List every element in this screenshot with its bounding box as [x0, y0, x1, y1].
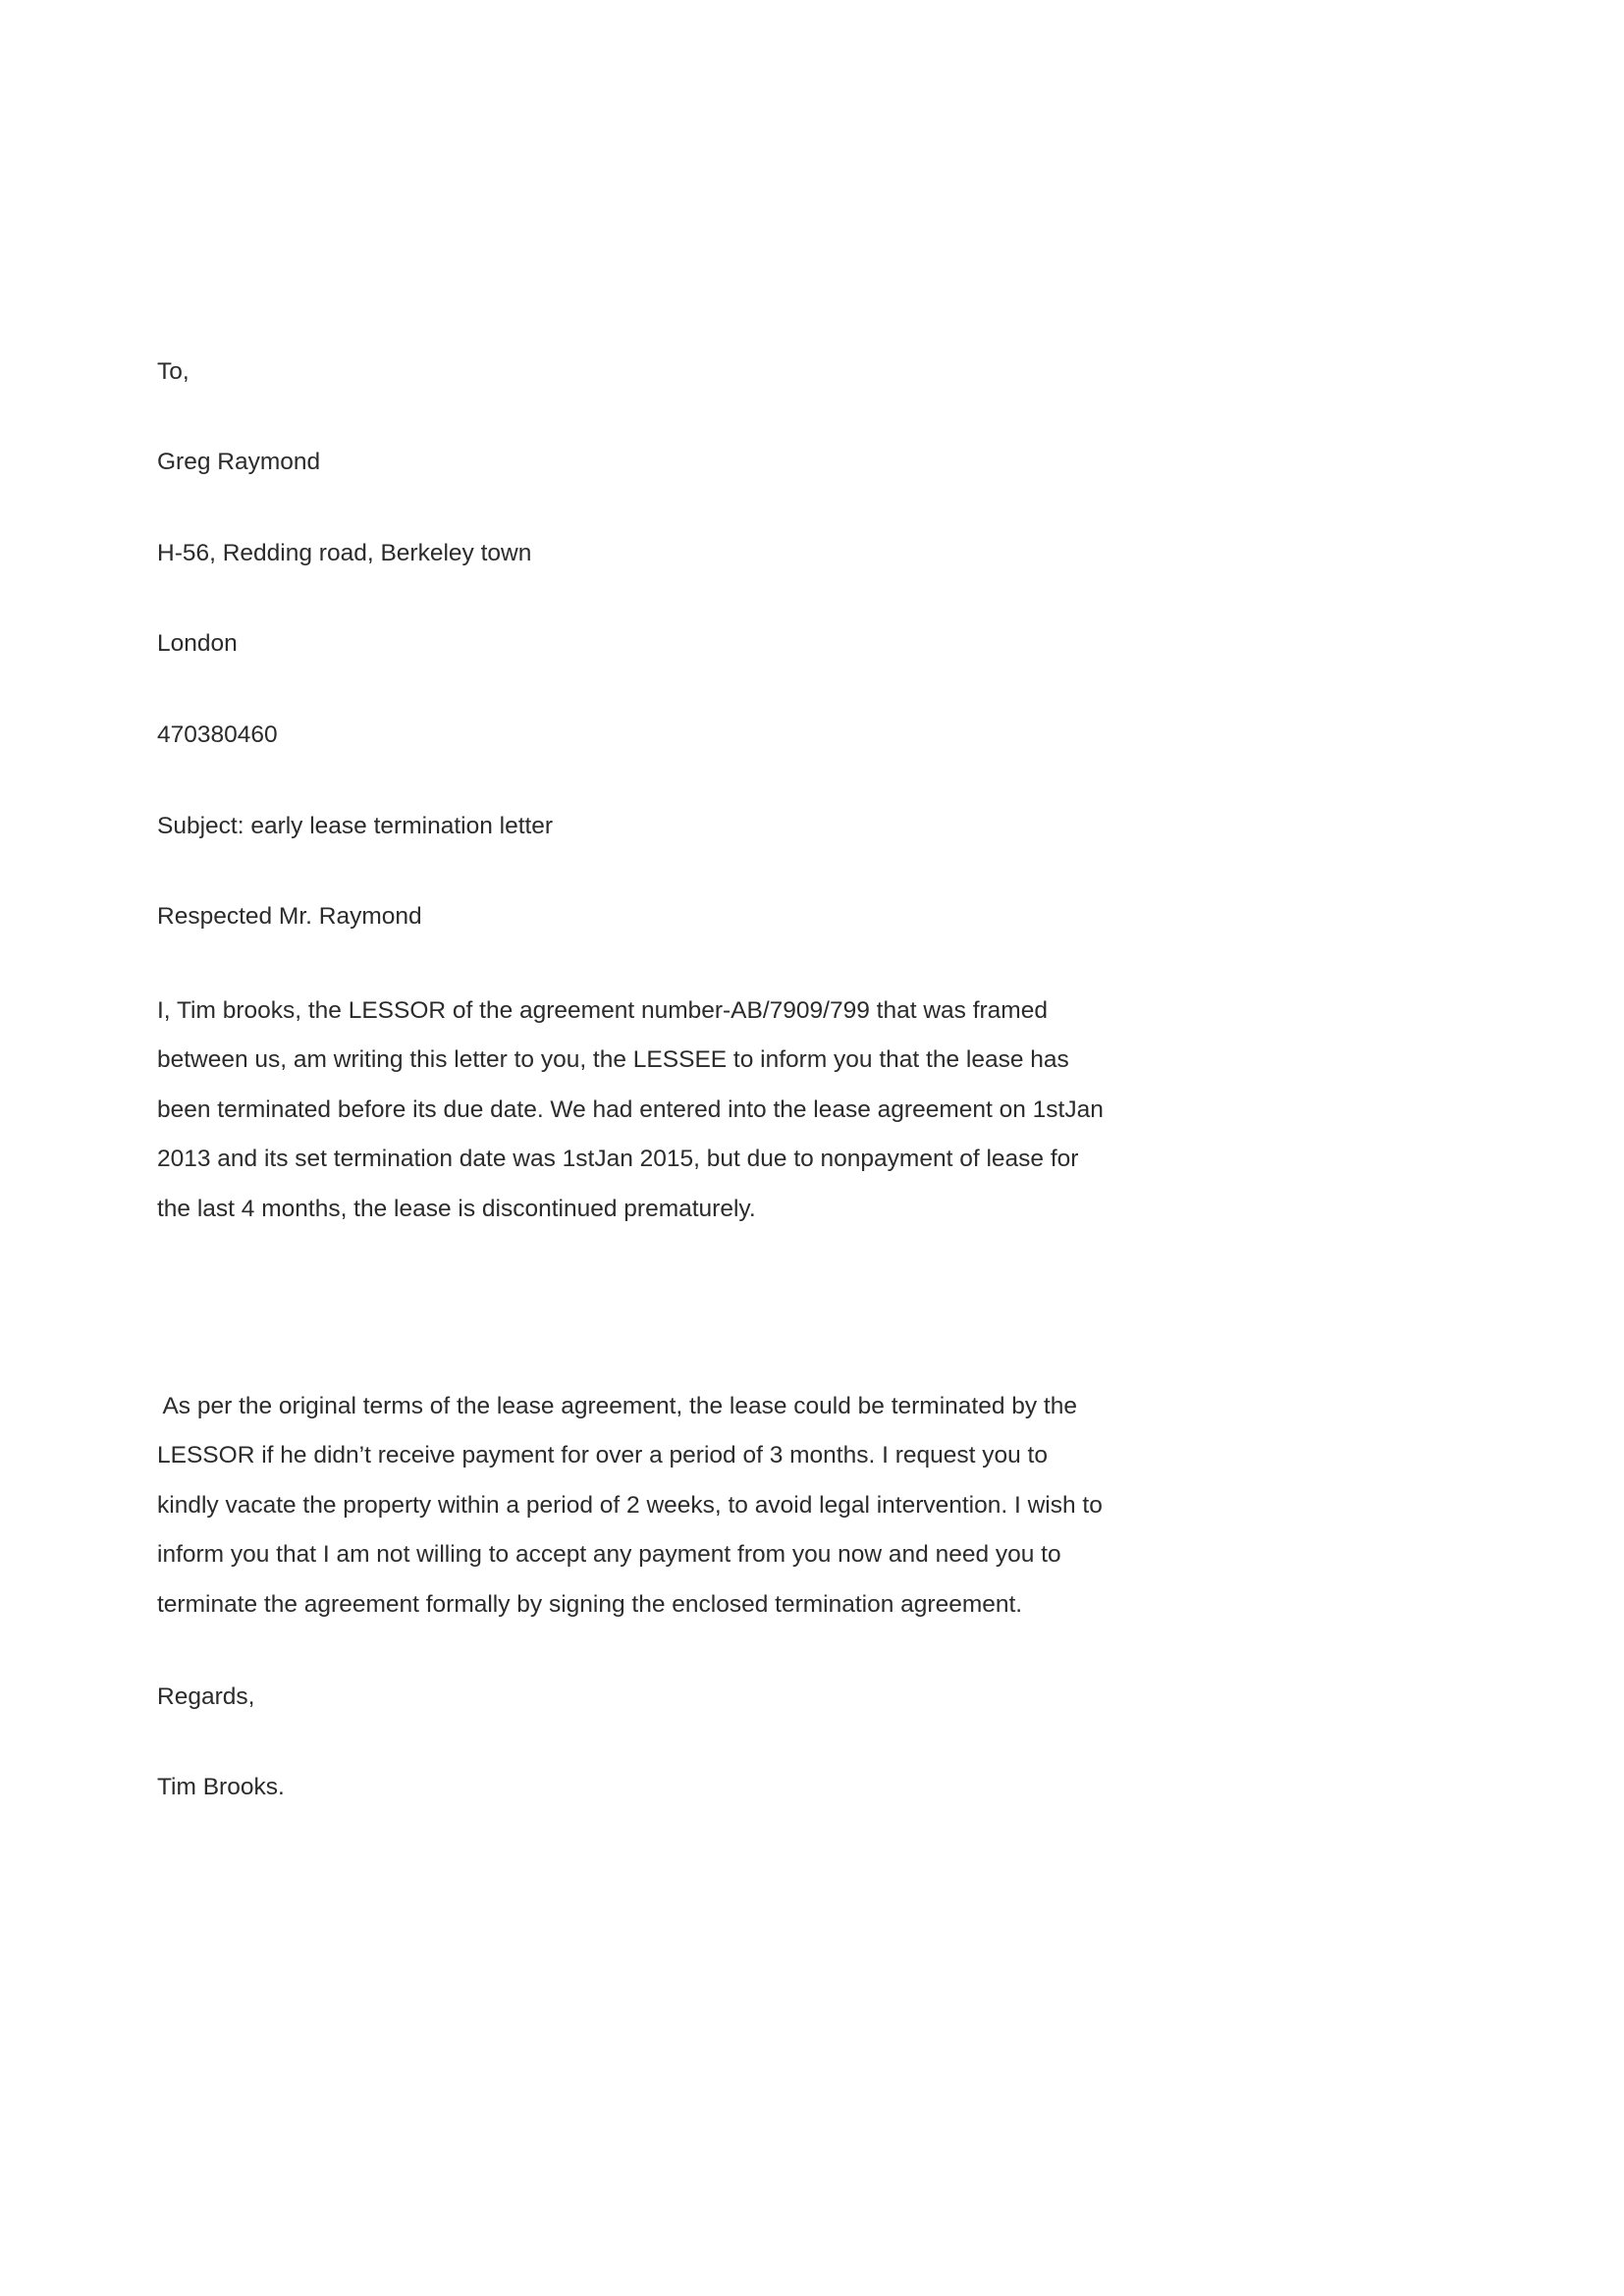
- recipient-city: London: [157, 630, 238, 657]
- paragraph-line: terminate the agreement formally by signing the enclosed termination agreement.: [157, 1590, 1023, 1618]
- closing: Regards,: [157, 1683, 255, 1710]
- paragraph-line: kindly vacate the property within a period of 2 weeks, to avoid legal intervention. I wish to: [157, 1491, 1103, 1519]
- paragraph-line: the last 4 months, the lease is discontinued prematurely.: [157, 1195, 756, 1222]
- salutation-to: To,: [157, 358, 189, 385]
- signature: Tim Brooks.: [157, 1774, 285, 1800]
- recipient-address: H-56, Redding road, Berkeley town: [157, 540, 532, 566]
- paragraph-line: I, Tim brooks, the LESSOR of the agreement number-AB/7909/799 that was framed: [157, 997, 1048, 1024]
- body-paragraph-2: [157, 1382, 1149, 1629]
- paragraph-line: 2013 and its set termination date was 1stJan 2015, but due to nonpayment of lease for: [157, 1146, 1079, 1173]
- paragraph-line: between us, am writing this letter to you, the LESSEE to inform you that the lease has: [157, 1046, 1069, 1074]
- subject-line: Subject: early lease termination letter: [157, 813, 554, 839]
- recipient-number: 470380460: [157, 721, 278, 748]
- greeting: Respected Mr. Raymond: [157, 903, 422, 930]
- paragraph-line: inform you that I am not willing to accept any payment from you now and need you to: [157, 1541, 1061, 1569]
- paragraph-line: LESSOR if he didn’t receive payment for over a period of 3 months. I request you to: [157, 1442, 1048, 1469]
- body-paragraph-1: [157, 987, 1149, 1234]
- paragraph-line: been terminated before its due date. We had entered into the lease agreement on 1stJan: [157, 1095, 1104, 1123]
- recipient-name: Greg Raymond: [157, 449, 321, 475]
- paragraph-line: As per the original terms of the lease agreement, the lease could be terminated by the: [157, 1393, 1077, 1419]
